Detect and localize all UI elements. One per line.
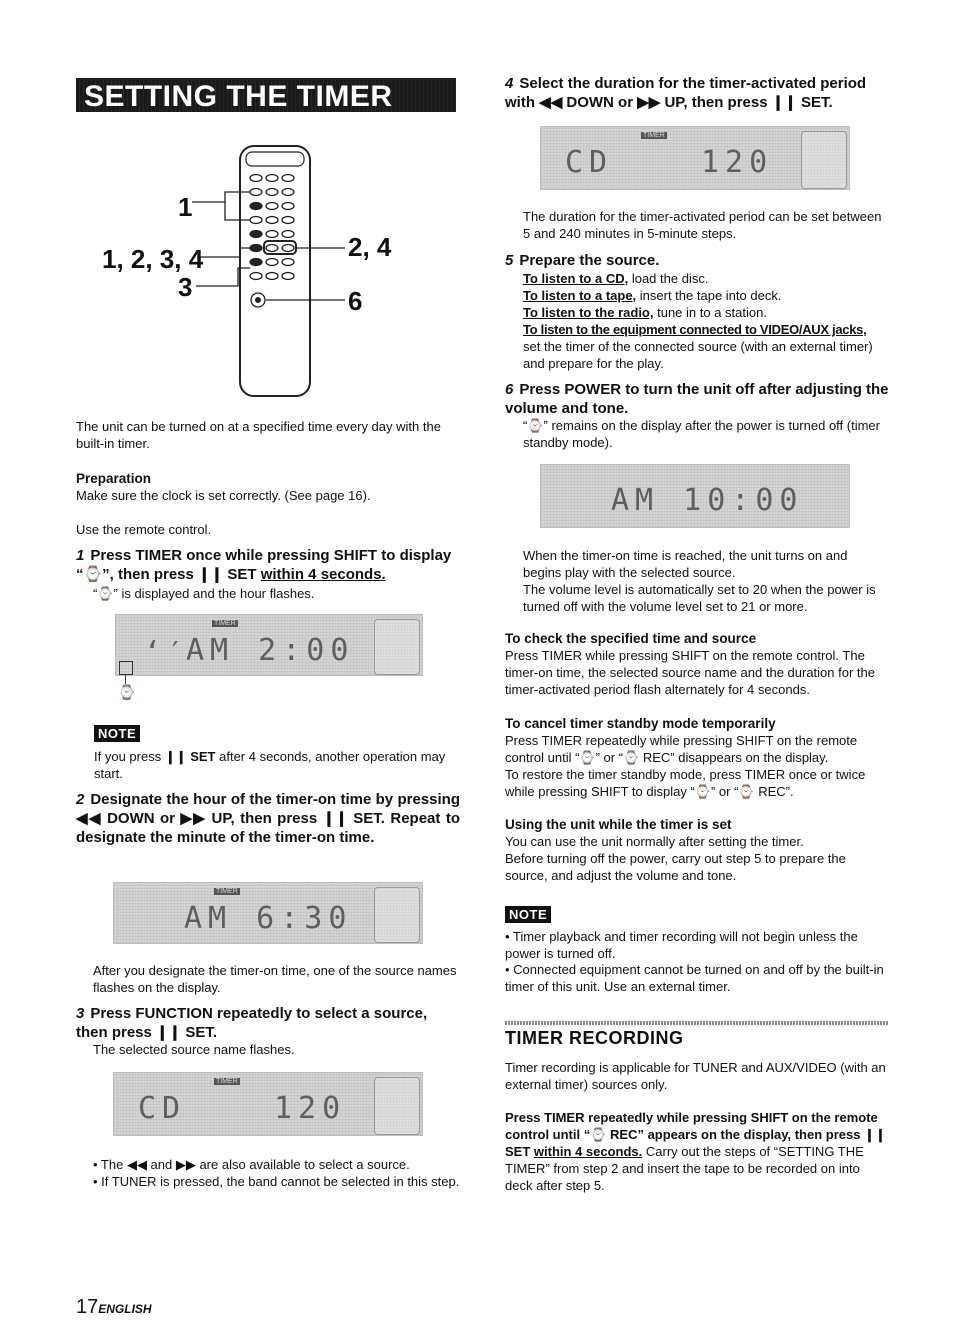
step-5-line-radio (523, 304, 891, 321)
preparation-heading: Preparation (76, 471, 152, 486)
step-5-line-radio-text: tune in to a station. (653, 305, 767, 320)
step-4-body: The duration for the timer-activated period can be set between 5 and 240 minutes in 5-minute steps. (523, 209, 882, 241)
callout-6: 6 (348, 286, 363, 316)
clock-indicator-box (119, 661, 133, 675)
lcd-time-readout: AM 10:00 (611, 483, 804, 518)
lcd-display-step-6 (540, 464, 850, 528)
note-2-bullet-1: • Timer playback and timer recording will not begin unless the power is turned off. (505, 929, 858, 961)
lcd-time-readout: AM 2:00 (186, 633, 355, 668)
lcd-spectrum-area (801, 131, 847, 189)
step-1-title (76, 546, 460, 584)
lcd-display-step-4 (540, 126, 850, 190)
step-2-title (76, 790, 460, 847)
step-5-title (505, 251, 890, 270)
step-1-title-underlined: within 4 seconds. (260, 566, 386, 583)
preparation-text: Make sure the clock is set correctly. (See page 16). (76, 488, 371, 503)
step-5-line-tape-lead: To listen to a tape, (523, 288, 637, 303)
note-1-set: ❙❙ SET (164, 749, 216, 764)
lcd-duration-readout: 120 (701, 145, 774, 180)
note-1-text-c: after 4 seconds, another operation may start. (94, 749, 446, 781)
lcd-duration-readout: 120 (274, 1091, 347, 1126)
note-2 (505, 906, 551, 924)
lcd-display-step-3 (113, 1072, 423, 1136)
timer-recording-bold-underlined: within 4 seconds. (533, 1144, 643, 1159)
using-text-2: Before turning off the power, carry out step 5 to prepare the source, and adjust the volume and tone. (505, 851, 846, 883)
lcd-timer-tag: TIMER (216, 1078, 238, 1085)
lcd-timer-tag: TIMER (643, 132, 665, 139)
page-footer (76, 1296, 152, 1319)
banner-title: SETTING THE TIMER (84, 80, 393, 113)
callout-3: 3 (178, 272, 193, 302)
step-5-line-cd-lead: To listen to a CD, (523, 271, 629, 286)
step-1-body: “⌚” is displayed and the hour flashes. (93, 586, 315, 601)
use-remote-text: Use the remote control. (76, 522, 212, 537)
check-text: Press TIMER while pressing SHIFT on the remote control. The timer-on time, the selected source name and the duration for the timer-activated period flash alternately for 4 seconds. (505, 648, 875, 697)
lcd-source-readout: CD (138, 1091, 187, 1126)
step-5-line-cd-text: load the disc. (628, 271, 709, 286)
step-5-title-text: Prepare the source. (519, 252, 660, 269)
step-3-body: The selected source name flashes. (93, 1042, 295, 1057)
clock-symbol-icon: ⌚ (118, 684, 136, 700)
step-1-title-text: Press TIMER once while pressing SHIFT to display “⌚”, then press ❙❙ SET (76, 547, 452, 583)
lcd-left-segment: ‘′ (144, 635, 190, 668)
step-5-tail: set the timer of the connected source (with an external timer) and prepare for the play. (523, 339, 873, 371)
cancel-heading: To cancel timer standby mode temporarily (505, 716, 776, 731)
footer-language: ENGLISH (98, 1302, 152, 1316)
step-3-bullet-1: • The ◀◀ and ▶▶ are also available to select a source. (93, 1157, 410, 1172)
lcd-display-step-2 (113, 882, 423, 944)
timer-recording-rest: Carry out the steps of “SETTING THE TIMER” from step 2 and insert the tape to be recorded on into deck after step 5. (505, 1144, 864, 1193)
step-5-line-radio-lead: To listen to the radio, (523, 305, 654, 320)
lcd-source-readout: CD (565, 145, 614, 180)
check-heading: To check the specified time and source (505, 631, 757, 646)
lcd-display-step-1 (115, 614, 423, 676)
cancel-text-1: Press TIMER repeatedly while pressing SHIFT on the remote control until “⌚” or “⌚ REC” disappears on the display. (505, 733, 858, 765)
step-6-number: 6 (505, 381, 514, 398)
step-6-after-1: When the timer-on time is reached, the unit turns on and begins play with the selected source. (523, 548, 848, 580)
step-2-title-text: Designate the hour of the timer-on time by pressing ◀◀ DOWN or ▶▶ UP, then press ❙❙ SET. Repeat to designate the minute of the timer-on time. (76, 791, 460, 846)
step-4-number: 4 (505, 75, 514, 92)
cancel-text-2: To restore the timer standby mode, press TIMER once or twice while pressing SHIFT to display “⌚” or “⌚ REC”. (505, 767, 866, 799)
lcd-timer-tag: TIMER (216, 888, 238, 895)
note-1-text-a: If you press (94, 749, 165, 764)
section-divider (505, 1021, 889, 1025)
step-5-instructions (523, 270, 891, 372)
timer-recording-instructions (505, 1109, 889, 1194)
callout-line (125, 674, 126, 684)
step-3-title-text: Press FUNCTION repeatedly to select a source, then press ❙❙ SET. (76, 1005, 428, 1041)
lcd-spectrum-area (374, 887, 420, 943)
using-heading: Using the unit while the timer is set (505, 817, 732, 832)
lcd-time-readout: AM 6:30 (184, 901, 353, 936)
step-6-after-2: The volume level is automatically set to 20 when the power is turned off with the volume level set to 21 or more. (523, 582, 876, 614)
lcd-spectrum-area (374, 1077, 420, 1135)
step-3-number: 3 (76, 1005, 85, 1022)
using-text-1: You can use the unit normally after setting the timer. (505, 834, 804, 849)
section-banner (76, 78, 456, 112)
step-6-body: “⌚” remains on the display after the power is turned off (timer standby mode). (523, 418, 880, 450)
callout-1234: 1, 2, 3, 4 (102, 244, 204, 274)
callout-24: 2, 4 (348, 232, 392, 262)
note-badge: NOTE (505, 906, 551, 923)
step-5-line-tape-text: insert the tape into deck. (636, 288, 782, 303)
step-5-line-aux (523, 321, 891, 338)
step-6-title-text: Press POWER to turn the unit off after adjusting the volume and tone. (505, 381, 889, 417)
step-5-number: 5 (505, 252, 514, 269)
step-2-number: 2 (76, 791, 85, 808)
timer-recording-intro: Timer recording is applicable for TUNER and AUX/VIDEO (with an external timer) sources only. (505, 1060, 886, 1092)
timer-recording-bold: Press TIMER repeatedly while pressing SHIFT on the remote control until “⌚ REC” appears on the display, then press ❙❙ SET (505, 1110, 886, 1159)
lcd-timer-tag: TIMER (214, 620, 236, 627)
step-1-number: 1 (76, 547, 85, 564)
step-5-line-aux-lead: To listen to the equipment connected to VIDEO/AUX jacks, (523, 322, 867, 337)
page-number: 17 (76, 1296, 99, 1318)
step-2-after-text: After you designate the timer-on time, one of the source names flashes on the display. (93, 963, 457, 995)
remote-control-illustration (100, 140, 400, 402)
step-3-bullet-2: • If TUNER is pressed, the band cannot be selected in this step. (93, 1174, 460, 1189)
step-5-line-cd (523, 270, 891, 287)
intro-text: The unit can be turned on at a specified time every day with the built-in timer. (76, 419, 441, 451)
step-6-title (505, 380, 890, 418)
note-1 (94, 725, 140, 743)
note-1-text (94, 748, 462, 782)
step-4-title (505, 74, 890, 112)
step-3-title (76, 1004, 460, 1042)
timer-recording-title: TIMER RECORDING (505, 1028, 684, 1048)
note-badge: NOTE (94, 725, 140, 742)
callout-1: 1 (178, 192, 193, 222)
note-2-bullet-2: • Connected equipment cannot be turned on and off by the built-in timer of this unit. Use an external timer. (505, 962, 884, 994)
step-4-title-text: Select the duration for the timer-activated period with ◀◀ DOWN or ▶▶ UP, then press ❙❙ SET. (505, 75, 867, 111)
step-5-line-tape (523, 287, 891, 304)
lcd-spectrum-area (374, 619, 420, 675)
